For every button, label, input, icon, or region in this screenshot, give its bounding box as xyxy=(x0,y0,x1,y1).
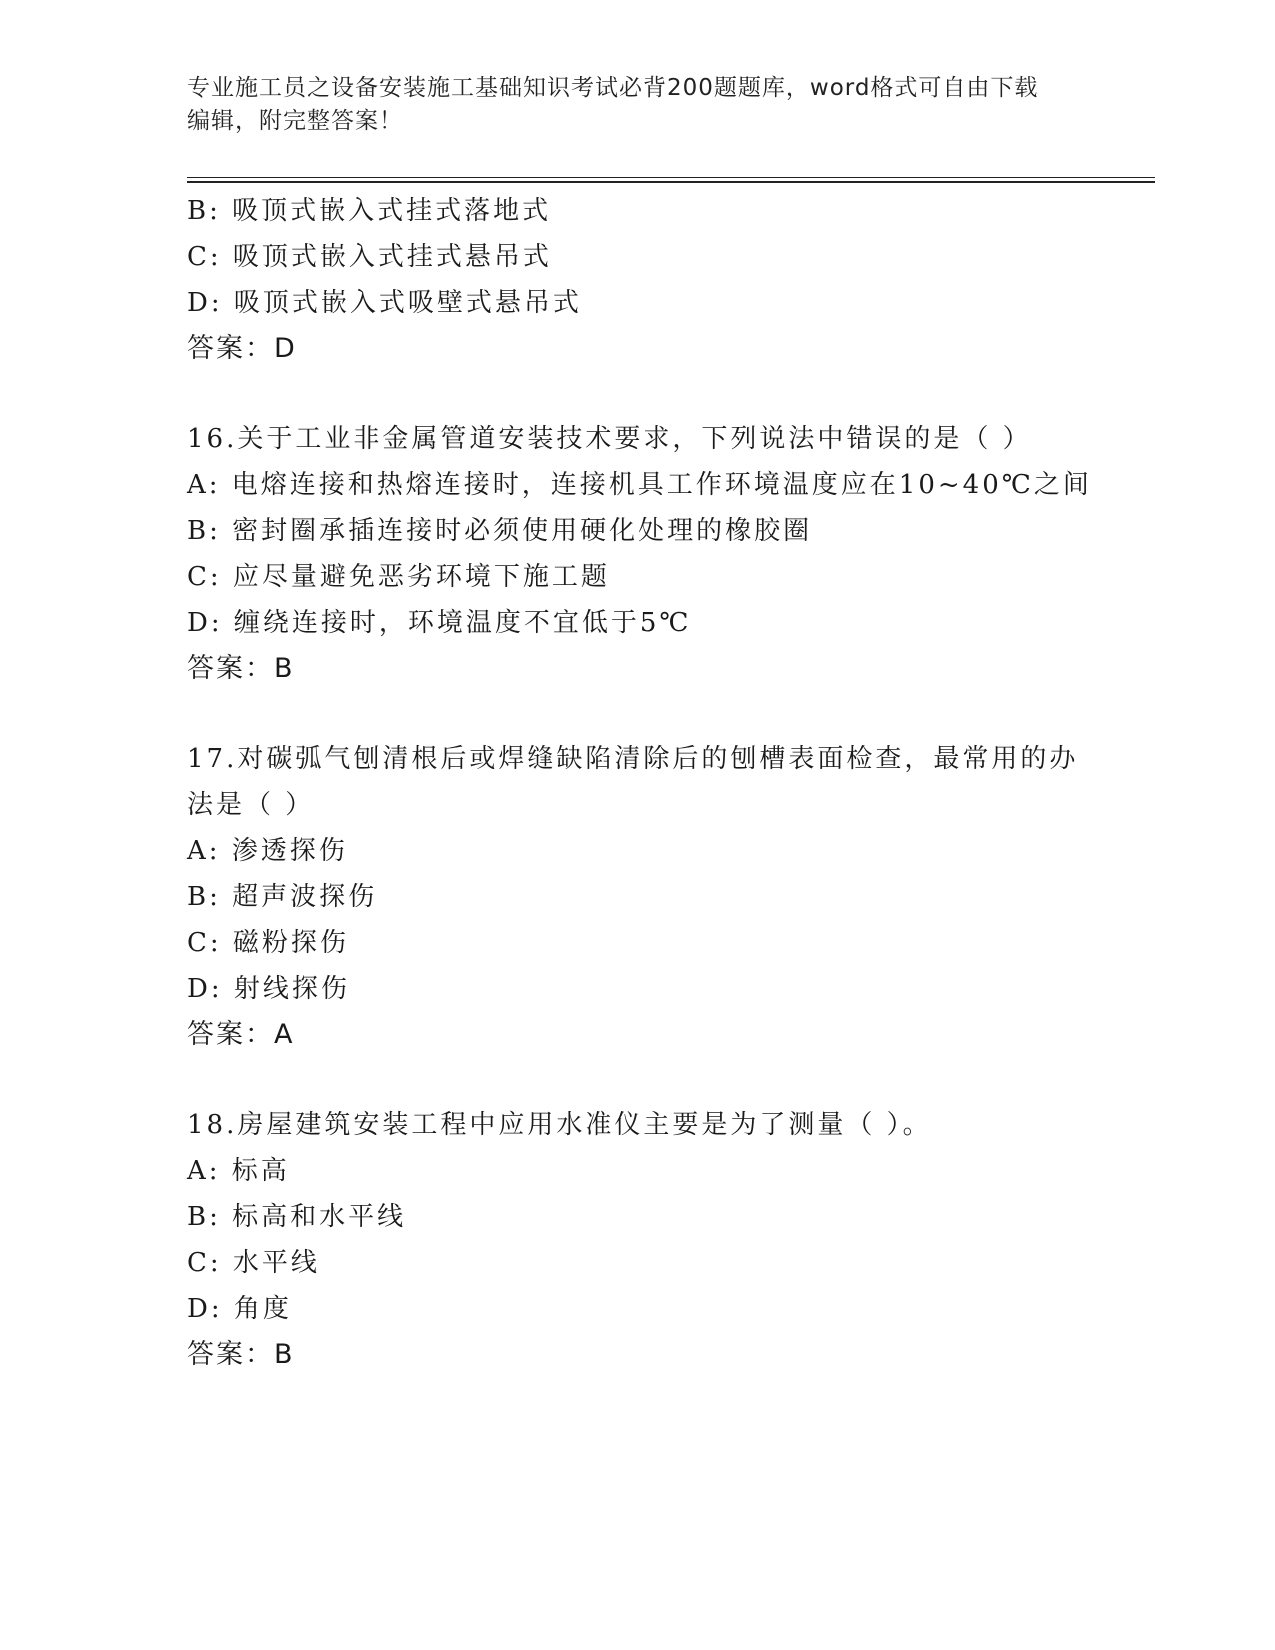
question-16-option-d: D: 缠绕连接时，环境温度不宜低于5℃ xyxy=(187,608,692,638)
question-18-block xyxy=(187,1102,1087,1378)
question-16-block xyxy=(187,416,1092,692)
question-18-option-b: B: 标高和水平线 xyxy=(187,1202,407,1232)
question-content xyxy=(187,188,1092,1378)
document-header xyxy=(187,72,1067,138)
question-16-answer: 答案：B xyxy=(187,653,295,684)
header-title-line-1: 专业施工员之设备安装施工基础知识考试必背200题题库，word格式可自由下载 xyxy=(187,75,1039,101)
question-spacer xyxy=(187,372,1087,416)
question-16-option-a: A: 电熔连接和热熔连接时，连接机具工作环境温度应在10~40℃之间 xyxy=(187,470,1092,500)
question-spacer xyxy=(187,692,1087,736)
question-16-option-c: C: 应尽量避免恶劣环境下施工题 xyxy=(187,562,610,592)
question-18-option-d: D: 角度 xyxy=(187,1294,292,1324)
question-15-block xyxy=(187,188,1087,372)
question-17-option-c: C: 磁粉探伤 xyxy=(187,928,349,958)
question-17-stem-line-1: 17.对碳弧气刨清根后或焊缝缺陷清除后的刨槽表面检查，最常用的办 xyxy=(187,744,1079,774)
question-18-option-c: C: 水平线 xyxy=(187,1248,320,1278)
question-17-option-b: B: 超声波探伤 xyxy=(187,882,378,912)
question-17-option-a: A: 渗透探伤 xyxy=(187,836,348,866)
question-spacer xyxy=(187,1058,1087,1102)
question-17-option-d: D: 射线探伤 xyxy=(187,974,350,1004)
question-18-stem: 18.房屋建筑安装工程中应用水准仪主要是为了测量（ ）。 xyxy=(187,1110,932,1140)
question-16-option-b: B: 密封圈承插连接时必须使用硬化处理的橡胶圈 xyxy=(187,516,813,546)
question-15-option-b: B: 吸顶式嵌入式挂式落地式 xyxy=(187,196,552,226)
question-17-stem-line-2: 法是（ ） xyxy=(187,790,315,820)
question-18-option-a: A: 标高 xyxy=(187,1156,290,1186)
question-15-option-c: C: 吸顶式嵌入式挂式悬吊式 xyxy=(187,242,552,272)
question-16-stem: 16.关于工业非金属管道安装技术要求，下列说法中错误的是（ ） xyxy=(187,424,1032,454)
question-15-option-d: D: 吸顶式嵌入式吸壁式悬吊式 xyxy=(187,288,582,318)
question-18-answer: 答案：B xyxy=(187,1339,295,1370)
header-divider-thick xyxy=(187,181,1155,183)
question-15-answer: 答案：D xyxy=(187,333,297,364)
header-divider-thin xyxy=(187,177,1155,178)
header-title-line-2: 编辑，附完整答案！ xyxy=(187,108,403,134)
question-17-block xyxy=(187,736,1087,1058)
question-17-answer: 答案：A xyxy=(187,1019,295,1050)
